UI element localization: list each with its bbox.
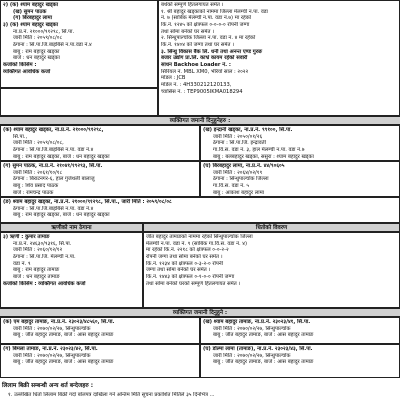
guarantor2-line: (ग) बिमला तामाङ, ना.प्र.नं. २३०२३/४२, सि.पा. <box>3 346 98 352</box>
guarantor-card <box>0 125 200 161</box>
guarantor-line: ठेगाना : सिन्धुपाल्चोक जिल्ला <box>213 176 269 183</box>
collateral-line: मेलम्ची न.पा. वडा नं. ९ (साबिक गा.वि.स. वडा नं. ४) <box>146 240 247 247</box>
guarantor-card <box>200 125 400 161</box>
guarantor2-line: जारी मिति : २०७०/०२/२७, सिन्धुपाल्चोक <box>13 325 91 332</box>
guarantors2-header: व्यक्तिगत जमानी दिनुहुने : <box>0 308 400 317</box>
collateral-line: रोपनी जग्गा तथा सोमा बनेको घर समेत । <box>146 253 223 260</box>
guarantor2-card <box>200 317 400 344</box>
guarantor-line: (क) श्याम बहादुर खड्का, ना.प्र.नं. २१०००/९१२९८, <box>3 127 104 133</box>
guarantor-card-wide <box>0 197 400 223</box>
collateral-line: साधन Backhoe Loader नं. : <box>161 61 231 68</box>
guarantor2-line: (घ) डोल्मा लामा (तामाङ), ना.प्र.नं. २३०२३/४३, सि.पा. <box>203 346 313 352</box>
borrower-line: ना.प्र.नं. २४६३०/९३१६, सि.पा. <box>13 240 72 247</box>
list-line: जारी मिति : २०५९/०८/०८ <box>13 35 63 42</box>
list-line: ३) (क) श्याम बहादुर खड्का <box>3 21 58 28</box>
collateral-line: कि.नं. १४४३ को क्षेत्रफल ०-१-०-० रोपनी जग्गा <box>146 273 235 280</box>
list-line: (ग) बिरबहादुर लामा <box>13 15 52 22</box>
guarantor2-card <box>0 317 200 344</box>
collateral-line: १. श्री बहादुर खड्काको नाममा जिल्ला मेलम्ची न.पा. वडा <box>161 8 268 15</box>
guarantor2-line: जारी मिति : २०७०/०२/२७, सिन्धुपाल्चोक <box>213 325 291 332</box>
collateral-line: च्यासिस नं. : TEP9005IKMA018294 <box>161 88 243 95</box>
guarantor2-line: बाबु : जीत बहादुर तामाङ, बाजे : आस बहादुर तामाङ <box>13 359 114 366</box>
guarantor2-line: (क) एम बहादुर तामाङ, ना.प्र.नं. २३०२३/४८५६०, सि.पा. <box>3 319 115 325</box>
guarantor-line: (ङ) श्याम बहादुर खड्का, ना.प्र.नं. २१०००/९१२९८, सि.पा., जारी मिति : २०५९/०८/०८ <box>3 199 172 205</box>
list-line: २) (क) श्याम बहादुर खड्का <box>3 2 58 8</box>
collateral-line: तथा सोमा बनेको घरको सम्पूर्ण हितलगायत समेत । <box>146 280 241 287</box>
collateral-line: बजार उद्योग प्रा.लि. काभ्रे कायम रहेको सवारी <box>161 55 248 62</box>
list-line: ठेगाना : सि.पा.जि.बाह्रबिसे न.पा.वडा नं.४ <box>13 41 92 48</box>
borrower-header: ऋणीको नाम ठेगाना <box>0 223 143 232</box>
loan-type-label: कर्जाको किसिम : <box>3 61 37 68</box>
guarantor-line: जारी मिति : २०५९/०८/०८, <box>13 140 64 147</box>
guarantor-line: गा.वि.स. वडा नं. ३, हाल मेलम्ची न.पा. वडा नं.७ <box>213 146 305 153</box>
guarantor-card <box>200 161 400 197</box>
list-line: (ख) सुमन पाठक <box>13 8 47 15</box>
guarantor-line: सि.पा., <box>13 133 28 140</box>
collateral-line: कि.नं. १२४५ को क्षेत्रफल ०-०-०-० रोपनी जग्गा <box>161 21 250 28</box>
list-line: बाबु : राम बहादुर खड्का <box>13 48 60 55</box>
top-left-list <box>0 0 158 88</box>
guarantor2-line: बाबु : जीत बहादुर तामाङ, बाजे : आस बहादुर तामाङ <box>13 332 114 339</box>
list-line: ना.प्र.नं. २१०००/९१२९८, सि.पा. <box>13 28 75 35</box>
guarantor-line: बाजे : रामचन्द्र पाठक <box>13 189 54 196</box>
borrower-line: बाजे : धन बहादुर तामाङ <box>13 273 60 280</box>
guarantor2-line: जारी मिति : २०७०/०२/२७, सिन्धुपाल्चोक <box>13 352 91 359</box>
collateral-line: नं. ७ (साबिक मेलम्ची न.पा. वडा नं.७) मा रहेको <box>161 15 252 22</box>
loan-type-value: व्यक्तिगत आवधिक कर्जा <box>3 68 51 75</box>
guarantor2-line: जारी मिति : २०७०/०२/२७, सिन्धुपाल्चोक <box>213 352 291 359</box>
guarantors-header: व्यक्तिगत जमानी दिनुहुनेहरु : <box>0 116 400 125</box>
collateral-line: जग्गा तथा सोमा बनेको घर समेत । <box>146 267 211 274</box>
guarantor-line: ठेगाना : सि.पा.जि. इन्द्रावती <box>213 140 266 147</box>
guarantor2-line: बाबु : जीत बहादुर तामाङ, बाजे : आस बहादुर तामाङ <box>213 359 314 366</box>
terms-heading: लिलाम बिक्री सम्बन्धी अन्य शर्त बन्देजहरु : <box>2 383 94 389</box>
collateral-line: जीत बहादुर तामाङको नाममा रहेको सिन्धुपाल्चोक जिल्ला <box>146 234 253 240</box>
guarantor-line: ठेगाना : सि.पा.जि.बाह्रबिसे न.पा. वडा नं.४ <box>13 205 94 212</box>
collateral-line: मोडल : JCB <box>161 75 186 82</box>
borrower-line: ३) ऋणी : कुमार तामाङ <box>3 234 50 240</box>
collateral-line: मोडेल नं. : 4H330212120133, <box>161 81 232 88</box>
terms-text: १. उल्लेखित धितो लिलाम बिक्री गर्दा बोलपत्र दाखिला गर्ने अन्तिम मिति सूचना प्रकाशित मितिले ३५ दिनभित्र ... <box>8 392 215 398</box>
borrower-loan-type: कर्जाको किसिम : व्यक्तिगत आवधिक कर्जा <box>3 280 86 287</box>
guarantor-line: जारी मिति : २०६४/०२/१९ <box>213 169 263 176</box>
guarantor-line: ठेगाना : सि.पा.जि.बाह्रबिसे न.पा. वडा नं.४ <box>13 146 94 153</box>
collateral-details <box>143 232 400 308</box>
collateral-line: कि.नं. १४०४ को जग्गा तथा घर समेत । <box>161 41 235 48</box>
borrower-details <box>0 232 143 308</box>
collateral-line: बर्थको सम्पूर्ण हितलगायत समेत । <box>161 2 224 8</box>
collateral-line: ३. सिन्धु विकास बैंक लि. धनी तथा अनन्त एण्ड गुरुङ <box>161 48 263 55</box>
collateral-line: मा रहेको कि.नं. २२१८ को क्षेत्रफल ०-०-२-२ <box>146 247 229 254</box>
guarantor-line: बाबु : बलबहादुर खड्का, ससुरा : श्याम बहादुर खड्का <box>213 153 314 160</box>
collateral-line: २. सिन्धुपाल्चोक जिल्ला न.पा. वडा नं. ४ मा रहेको <box>161 35 256 42</box>
list-line: बाजे : धन बहादुर खड्का <box>13 55 60 62</box>
borrower-line: वडा नं. ९ <box>13 260 31 267</box>
guarantor-line: जारी मिति : २०५०/०१/२६ <box>213 133 263 140</box>
borrower-line: बाबु : राम बहादुर तामाङ <box>13 267 60 274</box>
guarantor-card <box>0 161 200 197</box>
guarantor-line: (घ) बिरबहादुर लामा, ना.प्र.नं. ४४/९०६०५ <box>203 163 285 169</box>
guarantor-line: गा.वि.स. वडा नं. ५ <box>213 182 250 189</box>
guarantor2-card <box>200 344 400 378</box>
guarantor2-card <box>0 344 200 378</box>
collateral-line: कि.नं. १२३४ को क्षेत्रफल ०-३-२-० रोपनी <box>146 260 224 267</box>
guarantor-line: ठेगाना : बिराटनगर-६, हाल गुर्जेथली बालाजु <box>13 176 95 183</box>
guarantor-line: (ख) इन्द्रानी खड्का, ना.प्र.नं. ९९१००, सि.पा. <box>203 127 293 133</box>
top-right-collateral <box>158 0 400 116</box>
guarantor-line: बाबु : आकाश बहादुर लामा <box>213 189 265 196</box>
collateral-line: तथा सोमा बनेको घर समेत । <box>161 28 215 35</box>
guarantor-line: बाबु : शिव प्रसाद पाठक <box>13 182 59 189</box>
model-line: सिरियल नं. MBL XM0, भेरियो साल : २०२२ <box>161 68 249 75</box>
borrower-line: ठेगाना : सि.पा.जि. मेलम्ची न.पा. <box>13 253 76 260</box>
guarantor-line: बाबु : राम बहादुर खड्का, बाजे : धन बहादुर खड्का <box>13 212 110 219</box>
guarantor-line: जारी मिति : २०६१/१०/१८ <box>13 169 63 176</box>
guarantor-line: (ग) सुमन पाठक, ना.प्र.नं. २१०४१/१९२९३, सि.पा. <box>3 163 103 169</box>
guarantor2-line: बाबु : जीत बहादुर तामाङ, बाजे : आस बहादुर तामाङ <box>213 332 314 339</box>
top-left-blank <box>0 88 158 116</box>
guarantor2-line: (ख) श्याम बहादुर तामाङ, ना.प्र.नं. २३०२३/४१, सि.पा. <box>203 319 311 325</box>
borrower-line: जारी मिति : २०६०/१२/१२ <box>13 247 63 254</box>
collateral-header: धितोको विवरण <box>143 223 400 232</box>
guarantor-line: बाबु : राम बहादुर खड्का, बाजे : धन बहादुर खड्का <box>13 153 110 160</box>
